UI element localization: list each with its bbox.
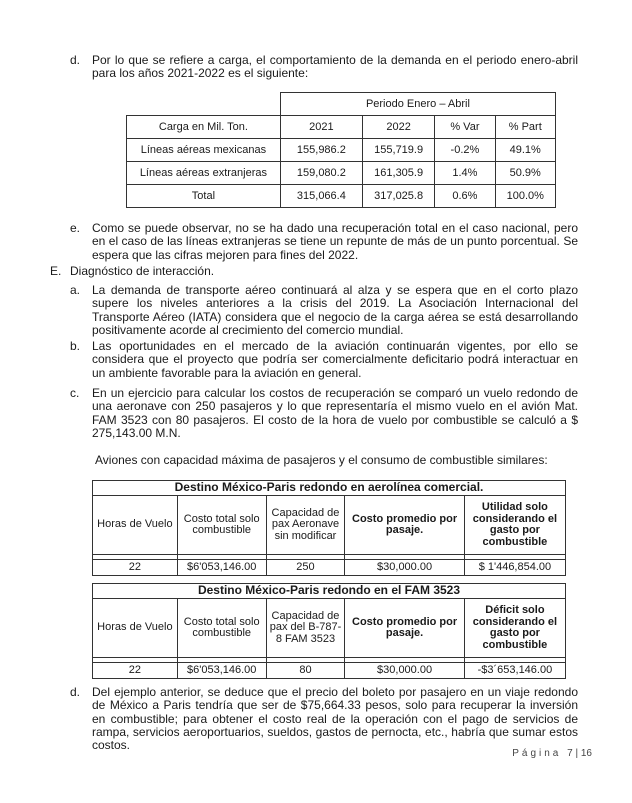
- cell-2021: 159,080.2: [280, 162, 362, 185]
- header-result: Utilidad solo considerando el gasto por combustible: [464, 496, 565, 555]
- row-label: Líneas aéreas extranjeras: [127, 162, 281, 185]
- cell-horas: 22: [93, 560, 178, 576]
- table-title: Destino México-Paris redondo en aerolínea comercial.: [93, 481, 566, 496]
- row-label: Líneas aéreas mexicanas: [127, 139, 281, 162]
- cell-result: -$3´653,146.00: [464, 663, 565, 679]
- page-word: Página: [512, 748, 562, 759]
- cell-var: -0.2%: [435, 139, 495, 162]
- cell-part: 100.0%: [495, 185, 556, 208]
- table-row: [93, 663, 566, 679]
- header-promedio: Costo promedio por pasaje.: [345, 599, 465, 658]
- cell-2021: 315,066.4: [280, 185, 362, 208]
- section-marker: E.: [50, 264, 62, 278]
- aviones-caption: Aviones con capacidad máxima de pasajeros y el consumo de combustible similares:: [95, 453, 548, 467]
- item-marker: d.: [70, 53, 81, 67]
- cell-result: $ 1'446,854.00: [464, 560, 565, 576]
- item-marker: a.: [70, 283, 81, 297]
- table-row: [127, 185, 556, 208]
- row-label: Total: [127, 185, 281, 208]
- table-row: [127, 139, 556, 162]
- col-header-2021: 2021: [280, 116, 362, 139]
- page-number: 7 | 16: [567, 748, 592, 759]
- header-horas: Horas de Vuelo: [93, 496, 178, 555]
- paragraph-observation: Como se puede observar, no se ha dado una recuperación total en el caso nacional, pero en el caso de las líneas extranjeras se tiene un repunte de más de un punto porcentual. Se espera que las cifras mejoren para fines del 2022.: [92, 221, 578, 262]
- cargo-demand-table: [126, 92, 556, 208]
- item-marker: b.: [70, 339, 81, 353]
- item-marker: c.: [70, 386, 80, 400]
- paragraph-exercise: En un ejercicio para calcular los costos de recuperación se comparó un vuelo redondo de una aeronave con 250 pasajeros y lo que representaría el mismo vuelo en el avión Mat. FAM 3523 con 80 pasajeros. El costo de la hora de vuelo por combustible se calculó a $ 275,143.00 M.N.: [92, 386, 578, 440]
- header-costo: Costo total solo combustible: [177, 496, 266, 555]
- cell-2022: 317,025.8: [362, 185, 434, 208]
- cell-promedio: $30,000.00: [345, 560, 465, 576]
- paragraph-cargo-demand: Por lo que se refiere a carga, el comportamiento de la demanda en el periodo enero-abril para los años 2021-2022 es el siguiente:: [92, 53, 578, 81]
- cell-part: 50.9%: [495, 162, 556, 185]
- table-row: [93, 560, 566, 576]
- paragraph-opportunities: Las oportunidades en el mercado de la aviación continuarán vigentes, por ello se considera que el proyecto que podría ser comercialmente deficitario podrá interactuar en un ambiente favorable para la aviación en general.: [92, 339, 578, 380]
- cell-costo: $6'053,146.00: [177, 560, 266, 576]
- header-costo: Costo total solo combustible: [177, 599, 266, 658]
- item-marker: d.: [70, 685, 81, 699]
- cell-var: 1.4%: [435, 162, 495, 185]
- col-header-2022: 2022: [362, 116, 434, 139]
- cell-capacidad: 250: [266, 560, 345, 576]
- cell-2022: 155,719.9: [362, 139, 434, 162]
- cell-part: 49.1%: [495, 139, 556, 162]
- header-capacidad: Capacidad de pax del B-787-8 FAM 3523: [266, 599, 345, 658]
- table-title: Destino México-Paris redondo en el FAM 3523: [93, 584, 566, 599]
- col-header-label: Carga en Mil. Ton.: [127, 116, 281, 139]
- cell-2022: 161,305.9: [362, 162, 434, 185]
- cell-promedio: $30,000.00: [345, 663, 465, 679]
- cell-var: 0.6%: [435, 185, 495, 208]
- header-capacidad: Capacidad de pax Aeronave sin modificar: [266, 496, 345, 555]
- cell-capacidad: 80: [266, 663, 345, 679]
- header-promedio: Costo promedio por pasaje.: [345, 496, 465, 555]
- header-result: Déficit solo considerando el gasto por combustible: [464, 599, 565, 658]
- paragraph-demand: La demanda de transporte aéreo continuará al alza y se espera que en el corto plazo supere los niveles anteriores a la crisis del 2019. La Asociación Internacional del Transporte Aéreo (IATA) considera que el negocio de la carga aérea se está desarrollando positivamente acorde al crecimiento del comercio mundial.: [92, 283, 578, 337]
- paragraph-conclusion: Del ejemplo anterior, se deduce que el precio del boleto por pasajero en un viaje redondo de México a Paris tendría que ser de $75,664.33 pesos, solo para recuperar la inversión en combustible; para obtener el costo real de la operación con el pago de servicios de rampa, servicios aeroportuarios, sueldos, gastos de pernocta, etc., habría que sumar estos costos.: [92, 685, 578, 753]
- page-footer: [512, 748, 592, 759]
- commercial-flight-table: [92, 480, 566, 576]
- empty-cell: [127, 93, 281, 116]
- fam-flight-table: [92, 583, 566, 679]
- table-row: [127, 162, 556, 185]
- cell-2021: 155,986.2: [280, 139, 362, 162]
- cell-horas: 22: [93, 663, 178, 679]
- item-marker: e.: [70, 221, 81, 235]
- cell-costo: $6'053,146.00: [177, 663, 266, 679]
- period-header: Periodo Enero – Abril: [280, 93, 555, 116]
- section-title: Diagnóstico de interacción.: [70, 264, 215, 278]
- col-header-part: % Part: [495, 116, 556, 139]
- col-header-var: % Var: [435, 116, 495, 139]
- header-horas: Horas de Vuelo: [93, 599, 178, 658]
